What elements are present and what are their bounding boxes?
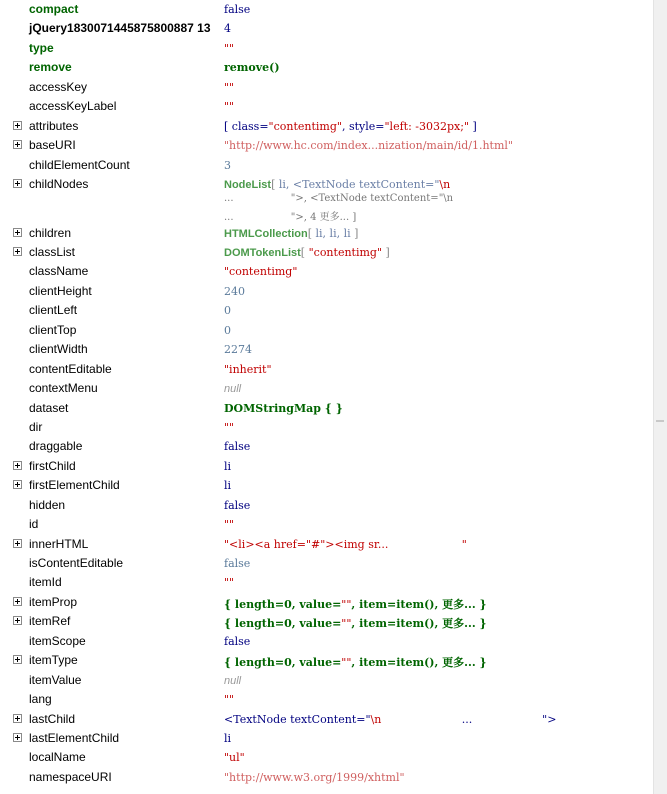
property-row[interactable] bbox=[0, 78, 654, 97]
value-segment: DOMStringMap { } bbox=[224, 401, 343, 415]
property-row[interactable] bbox=[0, 651, 654, 670]
value-segment: null bbox=[224, 674, 242, 687]
property-name[interactable]: children bbox=[29, 225, 72, 240]
value-segment: "" bbox=[224, 420, 235, 434]
value-segment: li bbox=[224, 731, 232, 745]
property-name[interactable]: baseURI bbox=[29, 138, 76, 153]
property-row[interactable] bbox=[0, 19, 654, 38]
property-row[interactable] bbox=[0, 0, 654, 19]
property-name[interactable]: classList bbox=[29, 245, 76, 259]
property-value[interactable] bbox=[224, 304, 231, 317]
property-name[interactable]: clientWidth bbox=[29, 342, 88, 357]
property-value[interactable] bbox=[224, 557, 250, 570]
value-segment: "" bbox=[224, 80, 235, 94]
value-segment: [ bbox=[307, 226, 316, 240]
property-value[interactable] bbox=[224, 771, 405, 784]
value-segment: ] bbox=[350, 226, 359, 240]
expand-toggle-icon[interactable] bbox=[13, 480, 22, 489]
property-value[interactable] bbox=[224, 227, 358, 240]
property-name[interactable]: itemScope bbox=[29, 633, 86, 648]
value-segment: ] bbox=[382, 246, 390, 259]
property-name[interactable]: compact bbox=[29, 2, 79, 16]
property-name[interactable]: dataset bbox=[29, 400, 69, 415]
property-row[interactable] bbox=[0, 437, 654, 456]
property-value[interactable] bbox=[224, 382, 241, 395]
property-row[interactable] bbox=[0, 379, 654, 398]
property-row[interactable] bbox=[0, 496, 654, 515]
expand-toggle-icon[interactable] bbox=[13, 714, 22, 723]
property-row[interactable] bbox=[0, 632, 654, 651]
value-segment: NodeList bbox=[224, 178, 272, 191]
property-value[interactable] bbox=[224, 100, 234, 113]
property-row[interactable] bbox=[0, 301, 654, 320]
value-segment: "inherit" bbox=[224, 362, 272, 376]
value-segment: "http://www.w3.org/1999/xhtml" bbox=[224, 770, 405, 784]
property-row[interactable] bbox=[0, 321, 654, 340]
value-segment: { length=0, value= bbox=[224, 597, 342, 611]
property-value[interactable] bbox=[224, 3, 250, 16]
property-name[interactable]: attributes bbox=[29, 118, 79, 133]
property-name[interactable]: itemId bbox=[29, 575, 62, 590]
expand-toggle-icon[interactable] bbox=[13, 616, 22, 625]
property-name[interactable]: clientLeft bbox=[29, 303, 78, 318]
property-value[interactable] bbox=[224, 22, 231, 35]
value-segment: li bbox=[224, 479, 232, 493]
property-value[interactable] bbox=[224, 42, 234, 55]
property-value[interactable] bbox=[224, 265, 297, 278]
property-value[interactable] bbox=[224, 654, 487, 670]
property-row[interactable] bbox=[0, 117, 654, 136]
property-name[interactable]: itemProp bbox=[29, 594, 78, 609]
property-row[interactable] bbox=[0, 340, 654, 359]
property-name[interactable]: childNodes bbox=[29, 176, 89, 191]
property-value[interactable] bbox=[224, 751, 245, 764]
property-value[interactable] bbox=[224, 61, 280, 74]
value-continuation: ... ">, <TextNode textContent="\n bbox=[224, 192, 454, 204]
property-value[interactable] bbox=[224, 421, 234, 434]
value-segment: class= bbox=[231, 119, 269, 133]
property-name[interactable]: remove bbox=[29, 60, 72, 75]
property-row[interactable] bbox=[0, 136, 654, 155]
property-name[interactable]: accessKey bbox=[29, 79, 88, 94]
property-name[interactable]: lastChild bbox=[29, 711, 76, 726]
property-row[interactable] bbox=[0, 476, 654, 495]
property-name[interactable]: dir bbox=[29, 419, 43, 434]
value-segment: 4 bbox=[224, 22, 231, 36]
property-value[interactable] bbox=[224, 499, 250, 512]
value-segment: "" bbox=[224, 576, 235, 590]
value-segment: ] bbox=[469, 119, 477, 133]
value-segment: "http://www.hc.com/index...nization/main/id/1.html" bbox=[224, 139, 513, 153]
property-row[interactable] bbox=[0, 156, 654, 175]
property-name[interactable]: contentEditable bbox=[29, 361, 112, 376]
property-value[interactable] bbox=[224, 285, 245, 298]
value-segment: "" bbox=[224, 693, 235, 707]
value-segment: "" bbox=[341, 617, 352, 631]
value-segment: , item=item(), 更多... } bbox=[351, 656, 487, 670]
value-segment: , item=item(), 更多... } bbox=[351, 597, 487, 611]
value-segment: "" bbox=[341, 656, 352, 670]
value-segment: "" bbox=[224, 100, 235, 114]
property-name[interactable]: lastElementChild bbox=[29, 730, 120, 745]
property-row[interactable] bbox=[0, 748, 654, 767]
property-name[interactable]: itemType bbox=[29, 653, 78, 668]
property-value[interactable] bbox=[224, 324, 231, 337]
property-row[interactable] bbox=[0, 262, 654, 281]
property-row[interactable] bbox=[0, 768, 654, 787]
expand-toggle-icon[interactable] bbox=[13, 539, 22, 548]
property-row[interactable] bbox=[0, 593, 654, 612]
property-row[interactable] bbox=[0, 224, 654, 243]
expand-toggle-icon[interactable] bbox=[13, 121, 22, 130]
expand-toggle-icon[interactable] bbox=[13, 228, 22, 237]
value-segment: { length=0, value= bbox=[224, 617, 342, 631]
property-row[interactable] bbox=[0, 710, 654, 729]
property-value[interactable] bbox=[224, 178, 450, 191]
expand-toggle-icon[interactable] bbox=[13, 140, 22, 149]
value-segment: 3 bbox=[224, 158, 231, 172]
property-row[interactable] bbox=[0, 418, 654, 437]
value-segment: [ bbox=[224, 119, 232, 133]
property-name[interactable]: draggable bbox=[29, 439, 83, 454]
property-value[interactable] bbox=[224, 693, 234, 706]
value-segment: \n bbox=[370, 712, 382, 726]
property-name[interactable]: type bbox=[29, 40, 54, 55]
value-segment: "<li><a href="#"><img sr... " bbox=[224, 537, 467, 551]
property-value[interactable] bbox=[224, 139, 513, 152]
vertical-scrollbar[interactable] bbox=[653, 0, 667, 794]
value-segment: "contentimg" bbox=[268, 119, 342, 133]
value-segment: remove() bbox=[224, 61, 280, 75]
property-value[interactable] bbox=[224, 615, 487, 631]
property-value[interactable] bbox=[224, 596, 487, 612]
value-segment: "" bbox=[341, 597, 352, 611]
value-segment: ... "> bbox=[381, 712, 557, 726]
expand-toggle-icon[interactable] bbox=[13, 461, 22, 470]
value-segment: { length=0, value= bbox=[224, 656, 342, 670]
value-segment: 0 bbox=[224, 304, 231, 318]
property-row[interactable] bbox=[0, 58, 654, 77]
property-value[interactable] bbox=[224, 120, 477, 133]
value-segment: false bbox=[224, 3, 251, 16]
value-segment: false bbox=[224, 557, 251, 570]
property-row[interactable] bbox=[0, 612, 654, 631]
value-segment: [ bbox=[300, 246, 309, 259]
value-segment: "contentimg" bbox=[308, 246, 383, 259]
value-segment: li, bbox=[278, 177, 293, 191]
value-segment: 240 bbox=[224, 284, 245, 298]
value-segment: HTMLCollection bbox=[224, 227, 308, 240]
value-segment: null bbox=[224, 383, 242, 396]
property-name[interactable]: className bbox=[29, 264, 89, 279]
property-name[interactable]: hidden bbox=[29, 497, 66, 512]
property-name[interactable]: lang bbox=[29, 692, 52, 707]
property-row[interactable] bbox=[0, 671, 654, 690]
value-segment: 0 bbox=[224, 323, 231, 337]
value-segment: "" bbox=[224, 41, 235, 55]
property-row[interactable] bbox=[0, 554, 654, 573]
property-name[interactable]: childElementCount bbox=[29, 157, 130, 172]
property-name[interactable]: jQuery1830071445875800887 13 bbox=[29, 21, 211, 36]
value-segment: 2274 bbox=[224, 343, 252, 357]
property-row[interactable] bbox=[0, 360, 654, 379]
property-value[interactable] bbox=[224, 246, 390, 259]
expand-toggle-icon[interactable] bbox=[13, 179, 22, 188]
value-segment: <TextNode textContent=" bbox=[292, 177, 440, 191]
property-name[interactable]: namespaceURI bbox=[29, 769, 112, 784]
property-name[interactable]: id bbox=[29, 517, 39, 532]
property-row[interactable] bbox=[0, 515, 654, 534]
property-name[interactable]: localName bbox=[29, 750, 86, 765]
property-row[interactable] bbox=[0, 729, 654, 748]
property-value[interactable] bbox=[224, 363, 272, 376]
property-row[interactable] bbox=[0, 282, 654, 301]
property-name[interactable]: isContentEditable bbox=[29, 556, 124, 570]
property-name[interactable]: clientHeight bbox=[29, 283, 92, 298]
value-segment: li bbox=[224, 459, 232, 473]
scrollbar-thumb[interactable] bbox=[656, 420, 664, 422]
property-name[interactable]: firstChild bbox=[29, 458, 76, 473]
value-segment: DOMTokenList bbox=[224, 247, 301, 259]
property-row[interactable] bbox=[0, 175, 654, 224]
property-value[interactable] bbox=[224, 440, 250, 453]
property-name[interactable]: clientTop bbox=[29, 322, 77, 337]
value-segment: false bbox=[224, 498, 251, 512]
property-value[interactable] bbox=[224, 713, 556, 726]
value-segment: "" bbox=[224, 518, 235, 532]
property-name[interactable]: itemValue bbox=[29, 672, 82, 687]
expand-toggle-icon[interactable] bbox=[13, 733, 22, 742]
property-row[interactable] bbox=[0, 39, 654, 58]
property-value[interactable] bbox=[224, 732, 231, 745]
value-segment: <TextNode textContent=" bbox=[224, 712, 371, 726]
property-value[interactable] bbox=[224, 81, 234, 94]
value-continuation: ... ">, 4 更多... ] bbox=[224, 211, 357, 223]
property-name[interactable]: firstElementChild bbox=[29, 478, 120, 493]
expand-toggle-icon[interactable] bbox=[13, 247, 22, 256]
property-value[interactable] bbox=[224, 538, 467, 551]
property-row[interactable] bbox=[0, 457, 654, 476]
value-segment: "contentimg" bbox=[224, 265, 298, 279]
value-segment: "left: -3032px;" bbox=[384, 119, 470, 133]
property-row[interactable] bbox=[0, 535, 654, 554]
property-value[interactable] bbox=[224, 479, 231, 492]
property-value[interactable] bbox=[224, 159, 231, 172]
value-segment: "ul" bbox=[224, 751, 245, 765]
property-name[interactable]: accessKeyLabel bbox=[29, 99, 117, 114]
property-row[interactable] bbox=[0, 399, 654, 418]
value-segment: [ bbox=[271, 177, 279, 191]
expand-toggle-icon[interactable] bbox=[13, 597, 22, 606]
property-value[interactable] bbox=[224, 460, 231, 473]
value-segment: false bbox=[224, 440, 251, 454]
value-segment: , item=item(), 更多... } bbox=[351, 617, 487, 631]
value-segment: , style= bbox=[341, 119, 385, 133]
property-name[interactable]: contextMenu bbox=[29, 381, 98, 396]
value-segment: \n bbox=[439, 177, 451, 191]
property-value[interactable] bbox=[224, 343, 252, 356]
property-row[interactable] bbox=[0, 243, 654, 262]
value-segment: li, li, li bbox=[315, 226, 351, 240]
property-name[interactable]: itemRef bbox=[29, 614, 71, 629]
property-value[interactable] bbox=[224, 576, 234, 589]
property-value[interactable] bbox=[224, 674, 241, 687]
property-name[interactable]: innerHTML bbox=[29, 536, 89, 551]
expand-toggle-icon[interactable] bbox=[13, 655, 22, 664]
value-segment: false bbox=[224, 634, 251, 648]
property-value[interactable] bbox=[224, 518, 234, 531]
property-value[interactable] bbox=[224, 402, 343, 415]
property-row[interactable] bbox=[0, 690, 654, 709]
property-row[interactable] bbox=[0, 97, 654, 116]
property-row[interactable] bbox=[0, 573, 654, 592]
property-value[interactable] bbox=[224, 635, 250, 648]
